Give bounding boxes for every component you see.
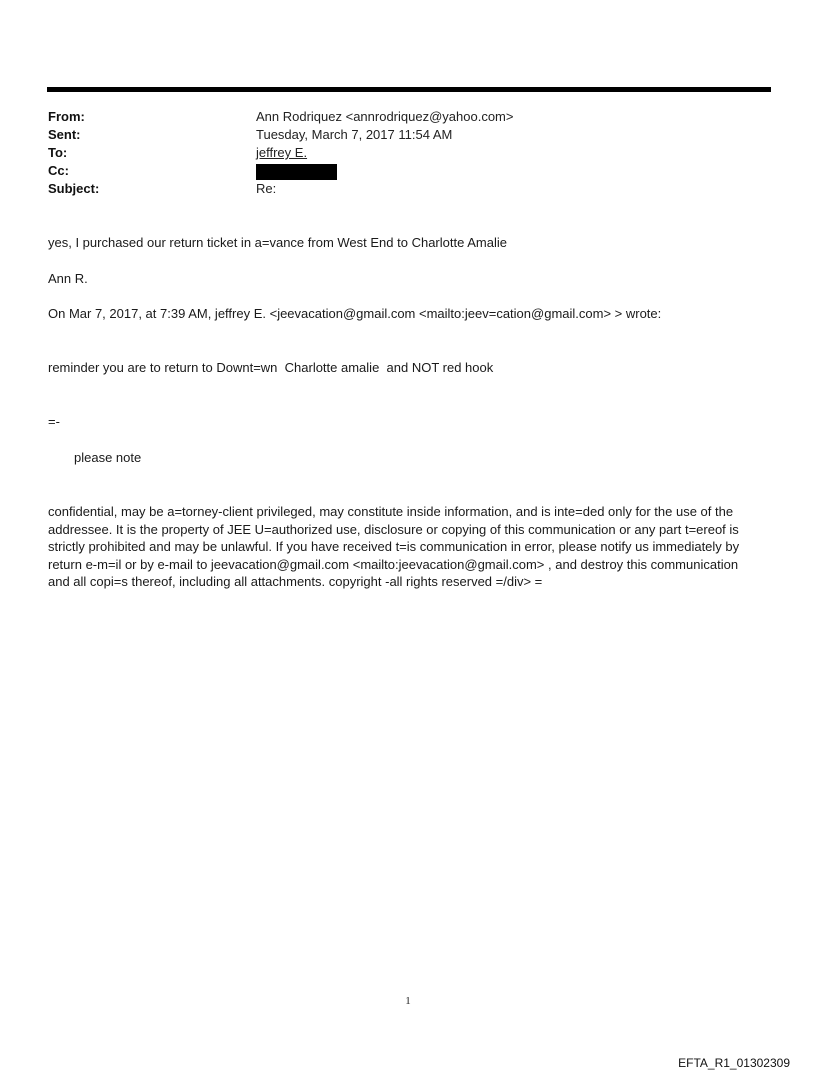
please-note-text: please note	[74, 450, 142, 465]
header-divider	[47, 87, 771, 92]
quoted-reminder: reminder you are to return to Downt=wn Charlotte amalie and NOT red hook	[48, 360, 494, 375]
sent-row	[48, 126, 748, 144]
separator-text: =-	[48, 414, 60, 429]
cc-redaction-block	[256, 164, 337, 180]
from-value: Ann Rodriquez <annrodriquez@yahoo.com>	[256, 109, 514, 124]
cc-label: Cc:	[48, 163, 69, 178]
to-label: To:	[48, 145, 68, 160]
page-number: 1	[405, 995, 411, 1007]
email-header	[48, 108, 748, 198]
signature: Ann R.	[48, 271, 88, 286]
cc-row	[48, 162, 748, 180]
to-row	[48, 144, 748, 162]
from-label: From:	[48, 109, 85, 124]
from-row	[48, 108, 748, 126]
subject-value: Re:	[256, 181, 277, 196]
quote-header: On Mar 7, 2017, at 7:39 AM, jeffrey E. <jeevacation@gmail.com <mailto:jeev=cation@gmail.com> > wrote:	[48, 306, 662, 321]
to-value: jeffrey E.	[256, 145, 308, 160]
sent-label: Sent:	[48, 127, 81, 142]
confidentiality-disclaimer: confidential, may be a=torney-client privileged, may constitute inside information, and is inte=ded only for the use of the addressee. It is the property of JEE U=authorized use, disclosure or copying of this communication or any part t=ereof is strictly prohibited and may be unlawful. If you have received t=is communication in error, please notify us immediately by return e-m=il or by e-mail to jeevacation@gmail.com <mailto:jeevacation@gmail.com> , and destroy this communication and all copi=s thereof, including all attachments. copyright -all rights reserved =/div> =	[48, 504, 740, 589]
subject-label: Subject:	[48, 181, 100, 196]
subject-row	[48, 180, 748, 198]
reply-text: yes, I purchased our return ticket in a=vance from West End to Charlotte Amalie	[48, 235, 507, 250]
sent-value: Tuesday, March 7, 2017 11:54 AM	[256, 127, 453, 142]
document-id: EFTA_R1_01302309	[678, 1056, 790, 1070]
